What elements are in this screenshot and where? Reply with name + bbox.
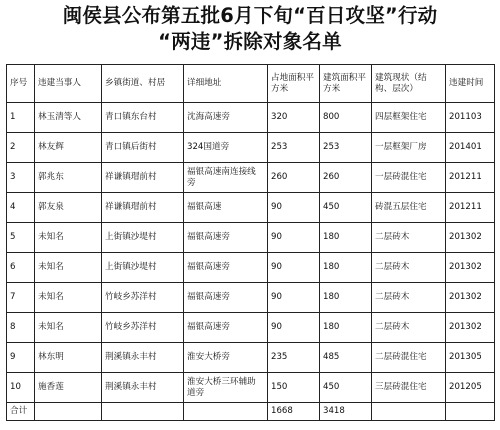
table-cell bbox=[35, 403, 102, 421]
table-row bbox=[7, 253, 495, 283]
table-cell bbox=[184, 403, 268, 421]
table-row bbox=[7, 313, 495, 343]
table-cell: 青口镇后街村 bbox=[102, 133, 184, 163]
table-cell: 320 bbox=[268, 103, 320, 133]
document-title-line-2: “两违”拆除对象名单 bbox=[158, 30, 342, 53]
table-cell: 201401 bbox=[446, 133, 495, 163]
table-cell: 253 bbox=[268, 133, 320, 163]
table-cell: 90 bbox=[268, 253, 320, 283]
header-cell: 占地面积平方米 bbox=[268, 65, 320, 103]
table-row bbox=[7, 193, 495, 223]
table-cell: 荆溪镇永丰村 bbox=[102, 343, 184, 373]
table-cell: 淮安大桥三环辅助道旁 bbox=[184, 373, 268, 403]
table-cell: 201211 bbox=[446, 163, 495, 193]
table-cell: 淮安大桥旁 bbox=[184, 343, 268, 373]
table-cell: 450 bbox=[320, 193, 372, 223]
table-cell: 一层砖混住宅 bbox=[372, 163, 446, 193]
table-row bbox=[7, 223, 495, 253]
table-cell: 201302 bbox=[446, 313, 495, 343]
table-row bbox=[7, 373, 495, 403]
table-cell: 7 bbox=[7, 283, 35, 313]
table-cell: 郭友泉 bbox=[35, 193, 102, 223]
table-cell: 二层砖木 bbox=[372, 283, 446, 313]
table-cell: 201302 bbox=[446, 223, 495, 253]
table-cell: 林玉清等人 bbox=[35, 103, 102, 133]
table-cell: 未知名 bbox=[35, 253, 102, 283]
table-cell: 90 bbox=[268, 193, 320, 223]
table-cell: 未知名 bbox=[35, 223, 102, 253]
header-cell: 序号 bbox=[7, 65, 35, 103]
table-cell: 8 bbox=[7, 313, 35, 343]
table-cell: 6 bbox=[7, 253, 35, 283]
header-cell: 建筑面积平方米 bbox=[320, 65, 372, 103]
table-cell: 201211 bbox=[446, 193, 495, 223]
table-cell: 林友辉 bbox=[35, 133, 102, 163]
table-cell: 201302 bbox=[446, 253, 495, 283]
table-cell: 三层砖混住宅 bbox=[372, 373, 446, 403]
table-cell: 324国道旁 bbox=[184, 133, 268, 163]
table-row bbox=[7, 133, 495, 163]
table-cell: 一层框架厂房 bbox=[372, 133, 446, 163]
table-cell: 201103 bbox=[446, 103, 495, 133]
table-cell: 180 bbox=[320, 253, 372, 283]
table-cell: 180 bbox=[320, 283, 372, 313]
table-cell: 253 bbox=[320, 133, 372, 163]
table-cell: 祥谦镇瑁前村 bbox=[102, 193, 184, 223]
table-cell bbox=[446, 403, 495, 421]
total-label-cell: 合计 bbox=[7, 403, 35, 421]
header-cell: 违建当事人 bbox=[35, 65, 102, 103]
table-cell: 施香莲 bbox=[35, 373, 102, 403]
header-cell: 建筑现状（结构、层次） bbox=[372, 65, 446, 103]
table-cell bbox=[102, 403, 184, 421]
table-cell: 竹岐乡苏洋村 bbox=[102, 283, 184, 313]
table-cell: 砖混五层住宅 bbox=[372, 193, 446, 223]
table-cell: 福银高速旁 bbox=[184, 223, 268, 253]
table-cell: 二层砖木 bbox=[372, 223, 446, 253]
table-cell: 4 bbox=[7, 193, 35, 223]
table-cell: 800 bbox=[320, 103, 372, 133]
header-cell: 详细地址 bbox=[184, 65, 268, 103]
table-cell: 150 bbox=[268, 373, 320, 403]
table-cell: 青口镇东台村 bbox=[102, 103, 184, 133]
table-cell: 二层砖木 bbox=[372, 313, 446, 343]
header-cell: 乡镇街道、村居 bbox=[102, 65, 184, 103]
header-cell: 违建时间 bbox=[446, 65, 495, 103]
table-cell: 180 bbox=[320, 223, 372, 253]
demolition-list-table bbox=[6, 64, 495, 421]
total-building-area-cell: 3418 bbox=[320, 403, 372, 421]
table-row bbox=[7, 283, 495, 313]
table-cell: 235 bbox=[268, 343, 320, 373]
table-cell: 福银高速旁 bbox=[184, 313, 268, 343]
table-cell bbox=[372, 403, 446, 421]
table-cell: 福银高速南连接线旁 bbox=[184, 163, 268, 193]
table-row bbox=[7, 163, 495, 193]
total-row bbox=[7, 403, 495, 421]
table-cell: 未知名 bbox=[35, 313, 102, 343]
table-cell: 201205 bbox=[446, 373, 495, 403]
table-cell: 260 bbox=[320, 163, 372, 193]
total-land-area-cell: 1668 bbox=[268, 403, 320, 421]
table-header-row bbox=[7, 65, 495, 103]
table-cell: 上街镇沙堤村 bbox=[102, 223, 184, 253]
table-cell: 郭兆东 bbox=[35, 163, 102, 193]
table-cell: 福银高速旁 bbox=[184, 253, 268, 283]
table-cell: 上街镇沙堤村 bbox=[102, 253, 184, 283]
table-cell: 1 bbox=[7, 103, 35, 133]
table-cell: 荆溪镇永丰村 bbox=[102, 373, 184, 403]
table-cell: 四层框架住宅 bbox=[372, 103, 446, 133]
table-cell: 90 bbox=[268, 283, 320, 313]
document-title-line-1: 闽侯县公布第五批6月下旬“百日攻坚”行动 bbox=[62, 4, 438, 27]
table-cell: 未知名 bbox=[35, 283, 102, 313]
table-row bbox=[7, 343, 495, 373]
table-cell: 林东明 bbox=[35, 343, 102, 373]
table-cell: 90 bbox=[268, 223, 320, 253]
table-cell: 9 bbox=[7, 343, 35, 373]
table-cell: 福银高速 bbox=[184, 193, 268, 223]
table-cell: 竹岐乡苏洋村 bbox=[102, 313, 184, 343]
table-cell: 10 bbox=[7, 373, 35, 403]
table-cell: 260 bbox=[268, 163, 320, 193]
table-cell: 2 bbox=[7, 133, 35, 163]
table-cell: 201305 bbox=[446, 343, 495, 373]
table-cell: 3 bbox=[7, 163, 35, 193]
table-cell: 485 bbox=[320, 343, 372, 373]
table-cell: 祥谦镇瑁前村 bbox=[102, 163, 184, 193]
table-cell: 福银高速旁 bbox=[184, 283, 268, 313]
table-cell: 90 bbox=[268, 313, 320, 343]
table-cell: 201302 bbox=[446, 283, 495, 313]
table-cell: 450 bbox=[320, 373, 372, 403]
table-cell: 180 bbox=[320, 313, 372, 343]
table-cell: 沈海高速旁 bbox=[184, 103, 268, 133]
table-cell: 二层砖木 bbox=[372, 253, 446, 283]
table-cell: 二层砖混住宅 bbox=[372, 343, 446, 373]
table-cell: 5 bbox=[7, 223, 35, 253]
table-row bbox=[7, 103, 495, 133]
